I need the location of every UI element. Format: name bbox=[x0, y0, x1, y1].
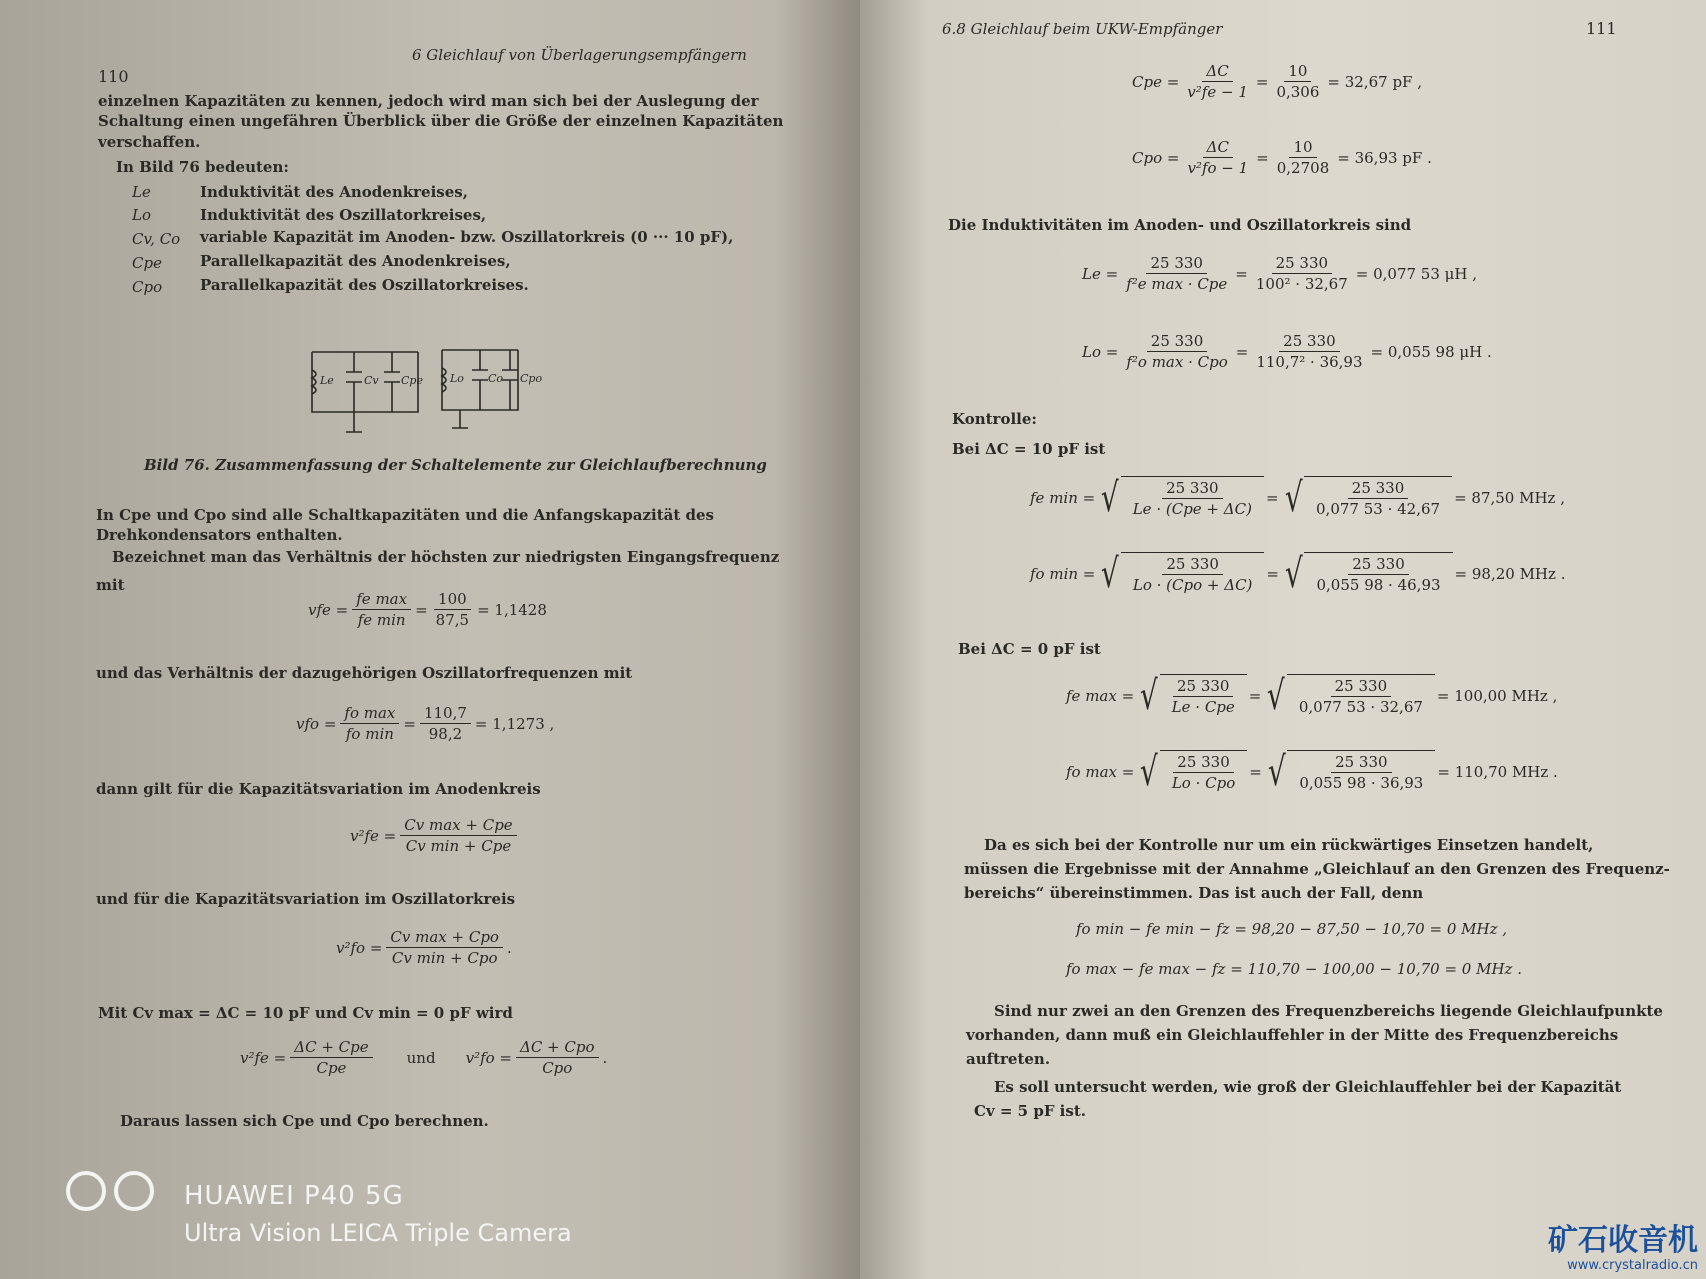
text-line: bereichs“ übereinstimmen. Das ist auch der Fall, denn bbox=[964, 884, 1424, 902]
equation: Cpo = $\frac{\Delta C}{\text{v²fo − 1}}$ = $\frac{10}{0,2708}$ = 36,93 pF . bbox=[1132, 138, 1432, 177]
text-line: müssen die Ergebnisse mit der Annahme „Gleichlauf an den Grenzen des Frequenz- bbox=[964, 860, 1670, 878]
page-number: 110 bbox=[98, 67, 129, 86]
running-head: 6 Gleichlauf von Überlagerungsempfängern bbox=[412, 46, 747, 64]
running-head: 6.8 Gleichlauf beim UKW-Empfänger bbox=[942, 20, 1223, 38]
site-url: www.crystalradio.cn bbox=[1567, 1258, 1698, 1273]
legend-symbol: Cpo bbox=[132, 278, 163, 296]
circuit-diagram bbox=[300, 340, 560, 440]
legend-symbol: Le bbox=[132, 183, 151, 201]
text-line: Da es sich bei der Kontrolle nur um ein rückwärtiges Einsetzen handelt, bbox=[984, 836, 1594, 854]
text-line: verschaffen. bbox=[98, 133, 201, 151]
circuit-label: Co bbox=[488, 372, 504, 385]
equation-line: fo min − fe min − fz = 98,20 − 87,50 − 10,70 = 0 MHz , bbox=[1076, 920, 1508, 938]
text-line: und für die Kapazitätsvariation im Oszillatorkreis bbox=[96, 890, 516, 908]
legend-symbol: Cv, Co bbox=[132, 230, 181, 248]
legend-symbol: Lo bbox=[132, 206, 151, 224]
text-line: Bei ΔC = 10 pF ist bbox=[952, 440, 1106, 458]
circuit-label: Cv bbox=[364, 374, 379, 387]
legend-text: Induktivität des Oszillatorkreises, bbox=[200, 206, 487, 224]
circuit-label: Cpo bbox=[520, 372, 543, 385]
circuit-label: Lo bbox=[450, 372, 464, 385]
equation: fo max = √ $\frac{25 330}{\text{Lo · Cpo}}$ = √ $\frac{25 330}{0,055 98 \cdot 36,93}$ = 110,70 MHz . bbox=[1066, 749, 1558, 795]
site-watermark bbox=[1548, 1224, 1698, 1273]
text-line: Schaltung einen ungefähren Überblick über die Größe der einzelnen Kapazitäten bbox=[98, 112, 784, 130]
legend-text: Parallelkapazität des Oszillatorkreises. bbox=[200, 276, 529, 294]
text-line: einzelnen Kapazitäten zu kennen, jedoch wird man sich bei der Auslegung der bbox=[98, 92, 759, 110]
text-line: In Bild 76 bedeuten: bbox=[116, 158, 289, 176]
text-line: Sind nur zwei an den Grenzen des Frequenzbereichs liegende Gleichlaufpunkte bbox=[994, 1002, 1663, 1020]
equation: fe min = √ $\frac{25 330}{\text{Le · (Cpe + ΔC)}}$ = √ $\frac{25 330}{0,077 53 \cdot 42,67}$ = 87,50 MHz , bbox=[1030, 475, 1565, 521]
equation: fe max = √ $\frac{25 330}{\text{Le · Cpe}}$ = √ $\frac{25 330}{0,077 53 \cdot 32,67}$ = 100,00 MHz , bbox=[1066, 673, 1558, 719]
equation: vfo = $\frac{\text{fo max}}{\text{fo min}}$ = $\frac{110,7}{98,2}$ = 1,1273 , bbox=[296, 704, 555, 743]
site-title: 矿石收音机 bbox=[1548, 1223, 1698, 1258]
text-line: dann gilt für die Kapazitätsvariation im Anodenkreis bbox=[96, 780, 541, 798]
equation-line: fo max − fe max − fz = 110,70 − 100,00 − 10,70 = 0 MHz . bbox=[1066, 960, 1522, 978]
text-line: In Cpe und Cpo sind alle Schaltkapazitäten und die Anfangskapazität des bbox=[96, 506, 714, 524]
circuit-label: Le bbox=[320, 374, 334, 387]
circuit-label: Cpe bbox=[401, 374, 423, 387]
legend-text: variable Kapazität im Anoden- bzw. Oszillatorkreis (0 ··· 10 pF), bbox=[200, 228, 734, 246]
equation: vfe = $\frac{\text{fe max}}{\text{fe min}}$ = $\frac{100}{87,5}$ = 1,1428 bbox=[308, 590, 547, 629]
text-line: vorhanden, dann muß ein Gleichlauffehler in der Mitte des Frequenzbereichs bbox=[966, 1026, 1619, 1044]
text-line: und das Verhältnis der dazugehörigen Oszillatorfrequenzen mit bbox=[96, 664, 633, 682]
text-line: Bezeichnet man das Verhältnis der höchsten zur niedrigsten Eingangsfrequenz bbox=[112, 548, 780, 566]
equation: Le = $\frac{25 330}{\text{f²e max · Cpe}}$ = $\frac{25 330}{\text{100² · 32,67}}$ = 0,077 53 μH , bbox=[1082, 254, 1478, 293]
equation: v²fe = $\frac{\text{ΔC + Cpe}}{\text{Cpe}}$ und v²fo = $\frac{\text{ΔC + Cpo}}{\text{Cpo}}$ . bbox=[240, 1038, 608, 1077]
equation: v²fe = $\frac{\text{Cv max + Cpe}}{\text{Cv min + Cpe}}$ bbox=[350, 816, 521, 855]
camera-model: HUAWEI P40 5G bbox=[184, 1181, 404, 1211]
equation: fo min = √ $\frac{25 330}{\text{Lo · (Cpo + ΔC)}}$ = √ $\frac{25 330}{0,055 98 \cdot 46,93}$ = 98,20 MHz . bbox=[1030, 551, 1566, 597]
text-line: Mit Cv max = ΔC = 10 pF und Cv min = 0 pF wird bbox=[98, 1004, 513, 1022]
right-page bbox=[860, 0, 1706, 1279]
equation: Cpe = $\frac{\Delta C}{\text{v²fe − 1}}$ = $\frac{10}{0,306}$ = 32,67 pF , bbox=[1132, 62, 1422, 101]
text-line: Drehkondensators enthalten. bbox=[96, 526, 343, 544]
text-line: auftreten. bbox=[966, 1050, 1051, 1068]
camera-subtitle: Ultra Vision LEICA Triple Camera bbox=[184, 1219, 572, 1247]
text-line: Die Induktivitäten im Anoden- und Oszillatorkreis sind bbox=[948, 216, 1412, 234]
figure-caption: Bild 76. Zusammenfassung der Schaltelemente zur Gleichlaufberechnung bbox=[144, 456, 767, 474]
equation: Lo = $\frac{25 330}{\text{f²o max · Cpo}}$ = $\frac{25 330}{\text{110,7² · 36,93}}$ = 0,055 98 μH . bbox=[1082, 332, 1492, 371]
legend-text: Parallelkapazität des Anodenkreises, bbox=[200, 252, 511, 270]
text-line: Kontrolle: bbox=[952, 410, 1037, 428]
legend-text: Induktivität des Anodenkreises, bbox=[200, 183, 468, 201]
text-line: Cv = 5 pF ist. bbox=[974, 1102, 1086, 1120]
text-line: Daraus lassen sich Cpe und Cpo berechnen. bbox=[120, 1112, 489, 1130]
camera-logo bbox=[62, 1167, 162, 1219]
text-line: mit bbox=[96, 576, 125, 594]
page-number: 111 bbox=[1586, 19, 1617, 38]
legend-symbol: Cpe bbox=[132, 254, 162, 272]
equation: v²fo = $\frac{\text{Cv max + Cpo}}{\text{Cv min + Cpo}}$ . bbox=[336, 928, 512, 967]
text-line: Es soll untersucht werden, wie groß der Gleichlauffehler bei der Kapazität bbox=[994, 1078, 1622, 1096]
text-line: Bei ΔC = 0 pF ist bbox=[958, 640, 1101, 658]
